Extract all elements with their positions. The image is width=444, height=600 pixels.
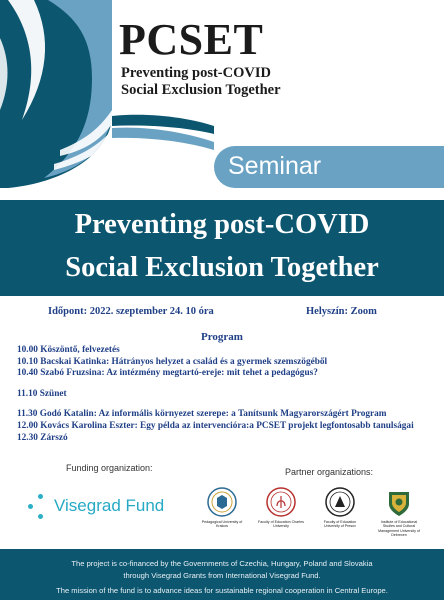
partner-caption: Faculty of Education University of Presov (323, 520, 357, 529)
event-title-line2: Social Exclusion Together (65, 252, 379, 283)
agenda-item: 11.30 Godó Katalin: Az informális környezet szerepe: a Tanítsunk Magyarországért Program (17, 409, 387, 420)
header (0, 0, 444, 200)
event-date: Időpont: 2022. szeptember 24. 10 óra (48, 306, 214, 317)
charles-university-logo-icon (265, 486, 297, 518)
agenda-item: 10.10 Bacskai Katinka: Hátrányos helyzet a család és a gyermek szemszögéből (17, 356, 328, 367)
partner-debrecen (375, 486, 423, 538)
footer-line: The mission of the fund is to advance ideas for sustainable regional cooperation in Central Europe. (56, 586, 388, 595)
debrecen-university-logo-icon (383, 486, 415, 518)
event-location: Helyszín: Zoom (306, 306, 377, 317)
partner-caption: Institute of Educational Studies and Cultural Management University of Debrecen (378, 520, 420, 538)
footer-line: The project is co-financed by the Governments of Czechia, Hungary, Poland and Slovakia (71, 559, 373, 568)
krakow-university-logo-icon (206, 486, 238, 518)
visegrad-dot-icon (38, 514, 43, 519)
agenda-item: 12.30 Zárszó (17, 432, 68, 443)
agenda-item: 10.40 Szabó Fruzsina: Az intézmény megtartó-ereje: mit tehet a pedagógus? (17, 368, 318, 379)
presov-university-logo-icon (324, 486, 356, 518)
visegrad-dot-icon (28, 504, 33, 509)
seminar-label: Seminar (228, 152, 322, 180)
brand-subtitle-line1: Preventing post-COVID (121, 65, 271, 81)
partner-label: Partner organizations: (285, 467, 374, 477)
brand-subtitle-line2: Social Exclusion Together (121, 82, 281, 98)
visegrad-fund-name: Visegrad Fund (54, 496, 165, 515)
program-heading: Program (201, 331, 243, 343)
agenda-item: 10.00 Köszöntő, felvezetés (17, 345, 120, 355)
visegrad-dot-icon (38, 494, 43, 499)
agenda-item: 12.00 Kovács Karolina Eszter: Egy példa az intervencióra:a PCSET projekt legfontosabb tanulságai (17, 420, 414, 431)
brand-title: PCSET (119, 15, 264, 64)
event-title-line1: Preventing post-COVID (74, 209, 370, 240)
partner-presov (316, 486, 364, 529)
partner-caption: Pedagogical University of Krakow (201, 520, 243, 529)
visegrad-fund-logo (28, 494, 188, 524)
agenda-item: 11.10 Szünet (17, 388, 67, 399)
partner-caption: Faculty of Education Charles University (258, 520, 304, 529)
program-agenda (17, 345, 444, 444)
partner-krakow (198, 486, 246, 529)
footer-line: through Visegrad Grants from International Visegrad Fund. (123, 571, 321, 580)
funding-label: Funding organization: (66, 463, 153, 473)
partner-charles (257, 486, 305, 529)
